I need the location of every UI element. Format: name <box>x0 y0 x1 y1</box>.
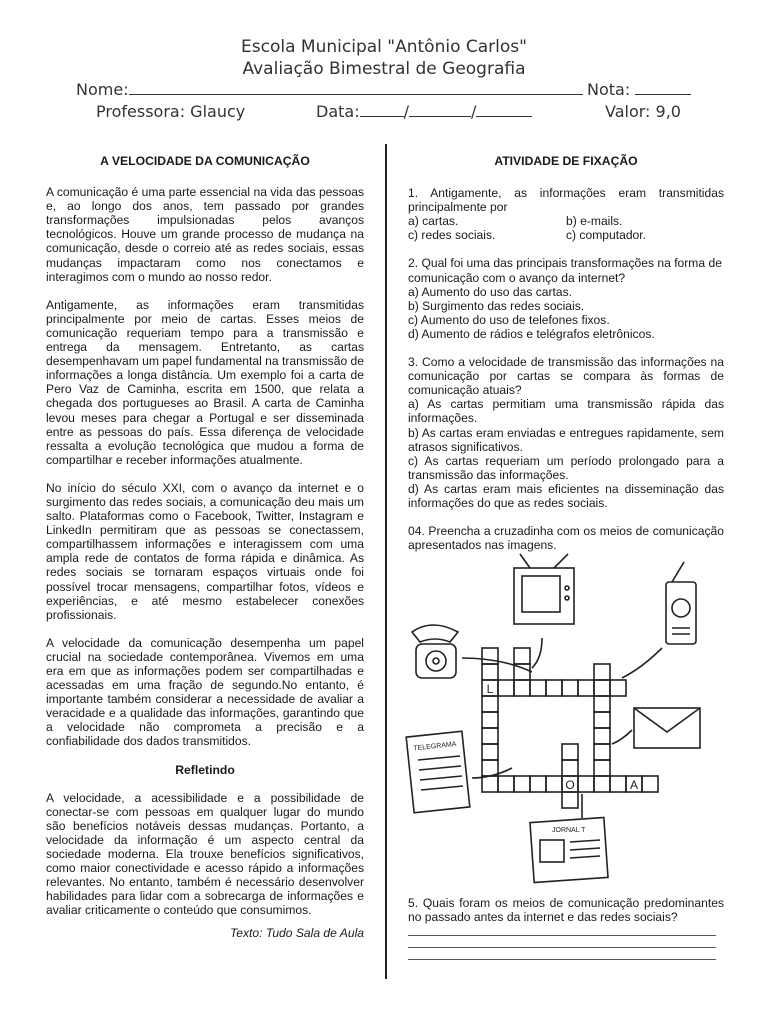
date-row <box>316 102 532 121</box>
date-year-field[interactable] <box>476 102 532 117</box>
reflection-title: Refletindo <box>175 762 235 777</box>
name-field[interactable] <box>129 80 583 95</box>
option-b[interactable]: b) As cartas eram enviadas e entregues rapidamente, sem atrasos significativos. <box>408 425 724 454</box>
answer-line[interactable] <box>408 950 716 960</box>
grade-row <box>587 80 691 99</box>
option-a[interactable]: a) Aumento do uso das cartas. <box>408 284 573 299</box>
telegram-label: TELEGRAMA <box>413 740 457 753</box>
question-1 <box>408 186 724 242</box>
question-2 <box>408 256 724 341</box>
reading-text-column <box>46 154 364 940</box>
crossword-letter: O <box>565 778 575 792</box>
date-separator: / <box>403 102 409 121</box>
question-text: 5. Quais foram os meios de comunicação predominantes no passado antes da internet e das redes sociais? <box>408 896 724 925</box>
date-month-field[interactable] <box>409 102 471 117</box>
reflection-paragraph: A velocidade, a acessibilidade e a possibilidade de conectar-se com pessoas em qualquer lugar do mundo são benefícios notáveis dessas mudanças. Portanto, a velocidade da informação é um aspecto central da sociedade moderna. Ela trouxe benefícios significativos, como maior conectividade e acesso rápido a informações relevantes. No entanto, também é necessário desenvolver habilidades para lidar com a sobrecarga de informações e avaliar criticamente o conteúdo que consumimos. <box>46 790 364 918</box>
telephone-icon <box>412 625 458 678</box>
question-text: 3. Como a velocidade de transmissão das informações na comunicação por cartas se compara às formas de comunicação atuais? <box>408 355 724 398</box>
paragraph: No início do século XXI, com o avanço da internet e o surgimento das redes sociais, a comunicação deu mais um salto. Plataformas como o Facebook, Twitter, Instagram e LinkedIn permitiram que as pessoas se conectassem, compartilhassem informações e interagissem com uma ampla rede de contatos de forma rápida e dinâmica. As redes sociais se tornaram espaços virtuais onde foi possível trocar mensagens, compartilhar fotos, vídeos e experiências, e até mesmo estabelecer conexões profissionais. <box>46 480 364 622</box>
option-c[interactable]: c) redes sociais. <box>408 228 496 243</box>
name-label: Nome: <box>76 80 129 99</box>
answer-line[interactable] <box>408 938 716 948</box>
option-b[interactable]: b) e-mails. <box>566 214 623 229</box>
option-a[interactable]: a) cartas. <box>408 214 459 229</box>
radio-icon <box>666 562 696 644</box>
television-icon <box>514 554 574 624</box>
option-b[interactable]: b) Surgimento das redes sociais. <box>408 298 585 313</box>
option-d[interactable]: c) computador. <box>566 228 646 243</box>
option-d[interactable]: d) As cartas eram mais eficientes na disseminação das informações do que as redes sociais. <box>408 481 724 510</box>
question-5 <box>408 896 724 960</box>
date-day-field[interactable] <box>360 102 404 117</box>
question-text: 04. Preencha a cruzadinha com os meios de comunicação apresentados nas imagens. <box>408 524 724 553</box>
question-3 <box>408 355 724 510</box>
teacher-label: Professora: Glaucy <box>96 102 246 121</box>
school-name: Escola Municipal "Antônio Carlos" <box>241 37 527 57</box>
crossword-letter: L <box>486 682 494 696</box>
grade-field[interactable] <box>635 80 691 95</box>
option-a[interactable]: a) As cartas permitiam uma transmissão rápida das informações. <box>408 397 724 426</box>
envelope-icon <box>634 708 700 748</box>
paragraph: A comunicação é uma parte essencial na vida das pessoas e, ao longo dos anos, tem passado por grandes transformações impulsionadas pelos avanços tecnológicos. Houve um grande processo de mudança na comunicação, desde o correio até as redes sociais, essas mudanças impactaram como nos conectamos e interagimos com o mundo ao nosso redor. <box>46 185 364 284</box>
value-label: Valor: 9,0 <box>605 102 681 121</box>
date-separator: / <box>470 102 477 121</box>
question-text: 2. Qual foi uma das principais transformações na forma de comunicação com o avanço da internet? <box>408 256 722 285</box>
exercise-title: ATIVIDADE DE FIXAÇÃO <box>494 154 638 168</box>
exam-title: Avaliação Bimestral de Geografia <box>242 59 526 79</box>
crossword-letter: A <box>629 778 639 792</box>
name-row <box>76 80 583 99</box>
date-label: Data: <box>316 102 360 121</box>
option-c[interactable]: c) As cartas requeriam um período prolongado para a transmissão das informações. <box>408 453 724 482</box>
option-c[interactable]: c) Aumento do uso de telefones fixos. <box>408 312 610 327</box>
exercise-column <box>408 154 724 566</box>
column-divider <box>385 144 387 979</box>
newspaper-label: JORNAL T <box>552 827 586 834</box>
option-d[interactable]: d) Aumento de rádios e telégrafos eletrônicos. <box>408 326 655 341</box>
reading-title: A VELOCIDADE DA COMUNICAÇÃO <box>100 154 310 168</box>
crossword-illustration <box>402 548 728 890</box>
paragraph: A velocidade da comunicação desempenha um papel crucial na sociedade contemporânea. Vivemos em uma era em que as informações podem ser compartilhadas e acessadas em uma fração de segundo.No entanto, é importante também considerar a necessidade de avaliar a veracidade e a qualidade das informações, garantindo que a velocidade não comprometa a precisão e a confiabilidade dos dados transmitidos. <box>46 635 364 749</box>
paragraph: Antigamente, as informações eram transmitidas principalmente por meio de cartas. Esses meios de comunicação requeriam tempo para a transmissão e entrega da mensagem. Entretanto, as cartas desempenhavam um papel fundamental na transmissão de informações a longa distância. Um exemplo foi a carta de Pero Vaz de Caminha, escrita em 1500, que relata a chegada dos portugueses ao Brasil. A carta de Caminha levou meses para chegar a Portugal e ser disseminada entre as pessoas do país. Essa diferença de velocidade ressalta a evolução tecnológica que mudou a forma de compartilhar e receber informações atualmente. <box>46 297 364 467</box>
grade-label: Nota: <box>587 80 631 99</box>
answer-line[interactable] <box>408 926 716 936</box>
text-credit: Texto: Tudo Sala de Aula <box>229 925 364 940</box>
question-text: 1. Antigamente, as informações eram transmitidas principalmente por <box>408 186 724 215</box>
